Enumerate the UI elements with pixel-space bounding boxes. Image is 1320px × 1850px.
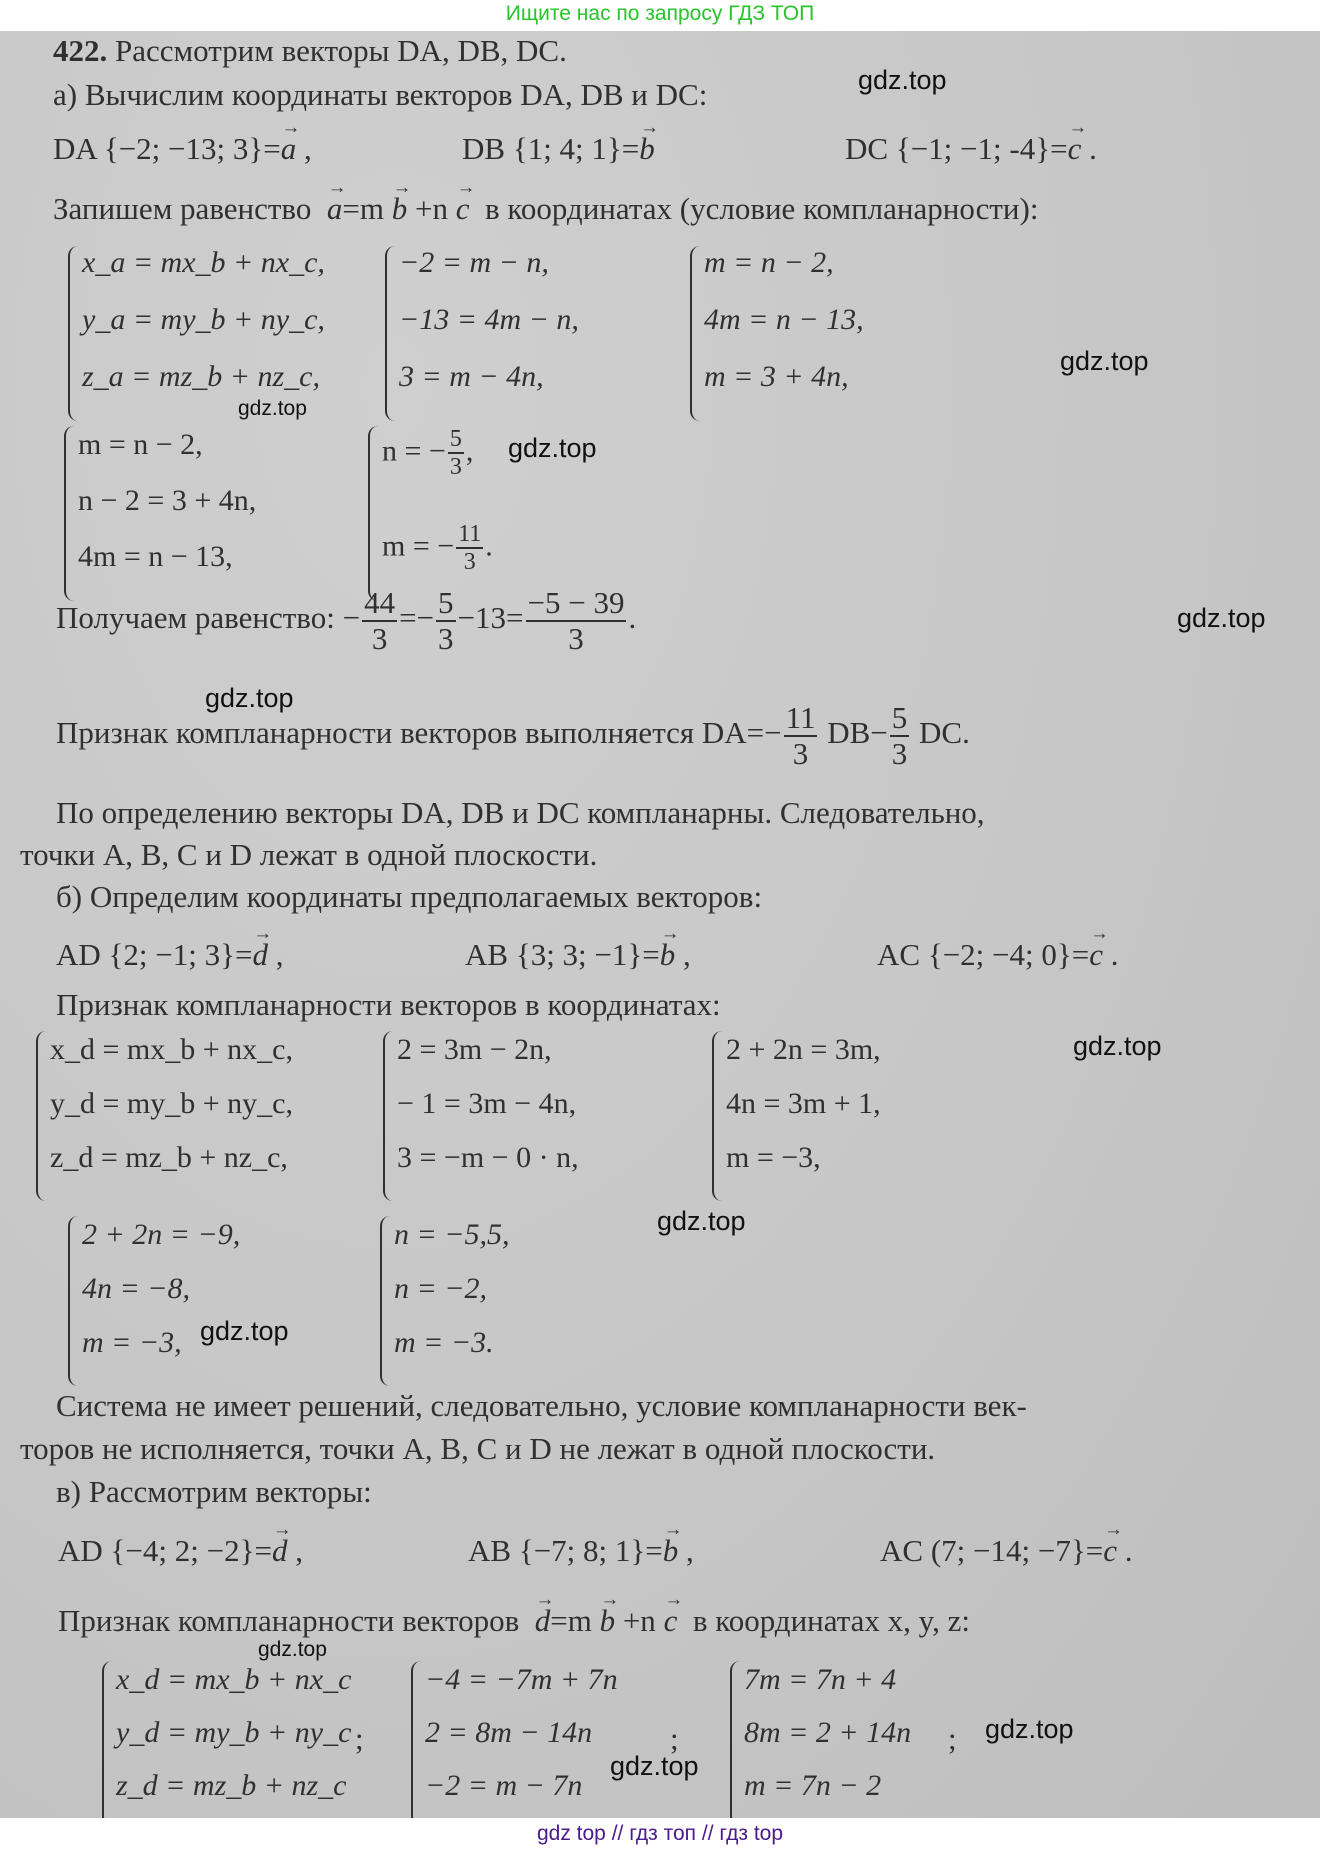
problem-number: 422. [53,33,108,68]
system-c2: −4 = −7m + 7n 2 = 8m − 14n −2 = m − 7n [411,1661,641,1826]
top-banner[interactable]: Ищите нас по запросу ГДЗ ТОП [0,0,1320,31]
system-a4: m = n − 2, n − 2 = 3 + 4n, 4m = n − 13, [64,426,324,601]
watermark: gdz.top [1060,346,1149,376]
system-b2: 2 = 3m − 2n, − 1 = 3m − 4n, 3 = −m − 0 · n, [383,1031,633,1201]
system-c1: x_d = mx_b + nx_c y_d = my_b + ny_c z_d = mz_b + nz_c [102,1661,362,1826]
watermark: gdz.top [657,1206,746,1236]
textbook-page [0,31,1320,1818]
vector-ad: AD {2; −1; 3}=→ d , [56,937,283,973]
watermark: gdz.top [1177,603,1266,633]
criterion-c-line: Признак компланарности векторов → d=m → b +n → c в координатах x, y, z: [58,1603,970,1639]
bottom-banner[interactable]: gdz top // гдз топ // гдз top [0,1818,1320,1850]
conclusion-a-1: По определению векторы DA, DB и DC компланарны. Следовательно, [56,795,985,830]
system-a5: n = − $\frac{5}{3}$ , m = − $\frac{11}{3}$ . [368,426,568,601]
watermark: gdz.top [238,397,307,420]
watermark: gdz.top [858,65,947,95]
system-b5: n = −5,5, n = −2, m = −3. [380,1216,580,1386]
watermark: gdz.top [1073,1031,1162,1061]
title-text: Рассмотрим векторы DA, DB, DC. [115,33,567,68]
separator: ; [670,1721,679,1756]
criterion-b-heading: Признак компланарности векторов в координатах: [56,987,721,1022]
vector-ac: AC {−2; −4; 0}=→ c . [877,937,1119,973]
separator: ; [355,1721,364,1756]
vector-ab: AB {3; 3; −1}=→ b , [465,937,691,973]
equality-line: Запишем равенство → a=m → b +n → c в координатах (условие компланарности): [53,191,1038,227]
vector-da: DA {−2; −13; 3}=→ a , [53,131,312,167]
criterion-line: Признак компланарности векторов выполняется DA=− $\frac{11}{3}$ DB− $\frac{5}{3}$ DC. [56,700,970,772]
result-equality: Получаем равенство: − $\frac{44}{3}$ =− $\frac{5}{3}$ −13= $\frac{-5 - 39}{3}$ . [56,585,637,657]
vector-ac-c: AC (7; −14; −7}=→ c . [880,1533,1132,1569]
system-a2: −2 = m − n, −13 = 4m − n, 3 = m − 4n, [385,246,635,421]
watermark: gdz.top [508,433,597,463]
part-b-heading: б) Определим координаты предполагаемых векторов: [56,879,763,914]
part-c-heading: в) Рассмотрим векторы: [56,1474,372,1509]
vector-dc: DC {−1; −1; -4}=→ c . [845,131,1097,167]
system-b3: 2 + 2n = 3m, 4n = 3m + 1, m = −3, [712,1031,962,1201]
system-c3: 7m = 7n + 4 8m = 2 + 14n m = 7n − 2 [730,1661,960,1826]
conclusion-b-1: Система не имеет решений, следовательно, условие компланарности век- [56,1388,1027,1423]
problem-title [53,33,567,69]
watermark: gdz.top [610,1751,699,1781]
watermark: gdz.top [258,1638,327,1661]
vector-ad-c: AD {−4; 2; −2}=→ d , [58,1533,303,1569]
watermark: gdz.top [985,1714,1074,1744]
system-b4: 2 + 2n = −9, 4n = −8, m = −3, [68,1216,268,1386]
system-a1: x_a = mx_b + nx_c, y_a = my_b + ny_c, z_a = mz_b + nz_c, [68,246,328,421]
separator: ; [948,1721,957,1756]
watermark: gdz.top [200,1316,289,1346]
system-b1: x_d = mx_b + nx_c, y_d = my_b + ny_c, z_d = mz_b + nz_c, [36,1031,296,1201]
conclusion-a-2: точки A, B, C и D лежат в одной плоскости. [20,837,598,872]
system-a3: m = n − 2, 4m = n − 13, m = 3 + 4n, [690,246,940,421]
conclusion-b-2: торов не исполняется, точки A, B, C и D не лежат в одной плоскости. [20,1431,936,1466]
watermark: gdz.top [205,683,294,713]
part-a-heading: а) Вычислим координаты векторов DA, DB и DC: [53,77,708,112]
vector-db: DB {1; 4; 1}=→ b [462,131,655,167]
vector-ab-c: AB {−7; 8; 1}=→ b , [468,1533,694,1569]
